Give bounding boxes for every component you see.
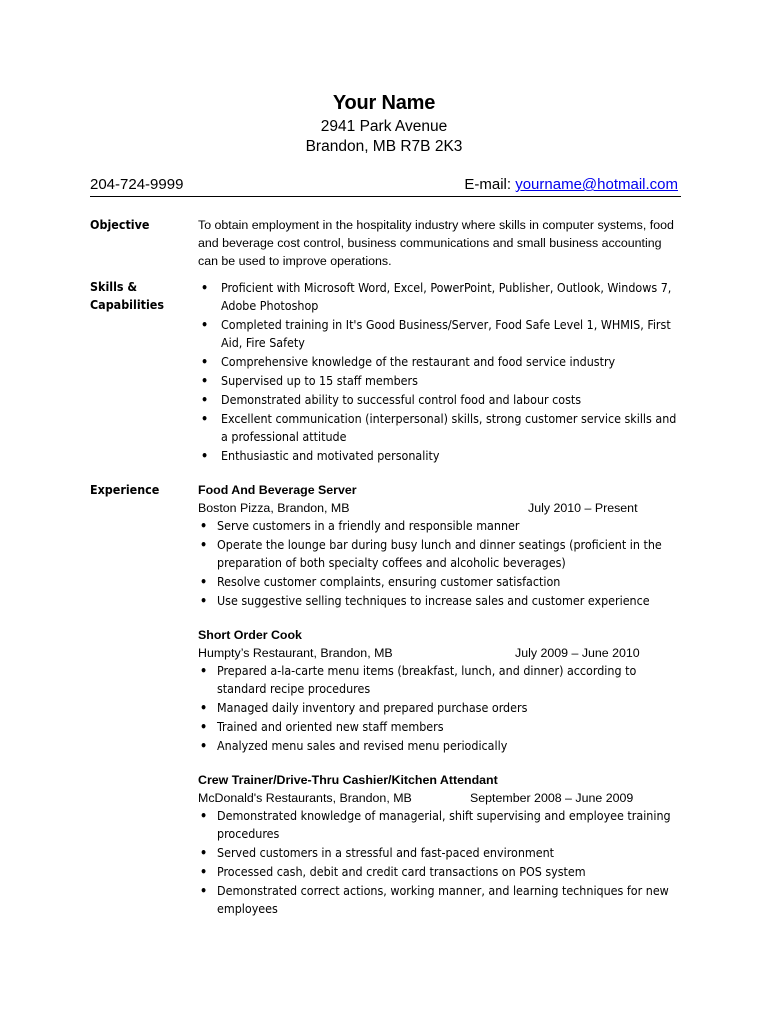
job-dates: July 2010 – Present <box>528 501 638 515</box>
job-employer-row <box>198 499 678 517</box>
experience-section <box>198 481 678 934</box>
email-label: E-mail: <box>464 176 516 193</box>
job-dates: July 2009 – June 2010 <box>515 646 640 660</box>
duty-text: Operate the lounge bar during busy lunch and dinner seatings (proficient in the preparation of both specialty coffees and alcoholic beverages) <box>217 537 662 570</box>
duty-text: Prepared a-la-carte menu items (breakfast, lunch, and dinner) according to standard recipe procedures <box>217 663 637 696</box>
phone-number: 204-724-9999 <box>90 176 184 193</box>
job-duties-list <box>198 517 678 610</box>
duty-text: Analyzed menu sales and revised menu periodically <box>217 738 508 753</box>
skill-text: Enthusiastic and motivated personality <box>221 448 440 463</box>
job-duties-list <box>198 662 678 755</box>
skill-item <box>198 447 678 465</box>
duty-text: Use suggestive selling techniques to increase sales and customer experience <box>217 593 650 608</box>
skill-text: Supervised up to 15 staff members <box>221 373 418 388</box>
job-employer: McDonald's Restaurants, Brandon, MB <box>198 791 412 805</box>
bullet-icon: • <box>200 518 208 533</box>
bullet-icon: • <box>200 845 208 860</box>
skills-label: Skills & Capabilities <box>90 279 164 312</box>
bullet-icon: • <box>200 864 208 879</box>
duty-item <box>198 737 678 755</box>
bullet-icon: • <box>201 411 209 426</box>
bullet-icon: • <box>200 574 208 589</box>
bullet-icon: • <box>200 663 208 678</box>
job-employer: Boston Pizza, Brandon, MB <box>198 501 350 515</box>
skill-text: Proficient with Microsoft Word, Excel, PowerPoint, Publisher, Outlook, Windows 7, Adobe Photoshop <box>221 280 672 313</box>
job-entry <box>198 626 678 755</box>
job-dates: September 2008 – June 2009 <box>470 791 634 805</box>
bullet-icon: • <box>200 593 208 608</box>
duty-item <box>198 573 678 591</box>
bullet-icon: • <box>201 392 209 407</box>
header-divider <box>90 196 681 197</box>
skill-item <box>198 279 678 315</box>
duty-item <box>198 517 678 535</box>
bullet-icon: • <box>200 700 208 715</box>
bullet-icon: • <box>201 280 209 295</box>
duty-item <box>198 844 678 862</box>
email-link[interactable]: yourname@hotmail.com <box>515 176 678 193</box>
job-employer-row <box>198 789 678 807</box>
job-entry <box>198 481 678 610</box>
bullet-icon: • <box>200 719 208 734</box>
duty-item <box>198 536 678 572</box>
skill-item <box>198 391 678 409</box>
duty-text: Resolve customer complaints, ensuring customer satisfaction <box>217 574 561 589</box>
bullet-icon: • <box>200 537 208 552</box>
bullet-icon: • <box>200 738 208 753</box>
duty-item <box>198 592 678 610</box>
bullet-icon: • <box>201 448 209 463</box>
skill-item <box>198 316 678 352</box>
duty-item <box>198 863 678 881</box>
duty-text: Demonstrated correct actions, working manner, and learning techniques for new employees <box>217 883 669 916</box>
experience-label: Experience <box>90 482 160 497</box>
duty-text: Processed cash, debit and credit card transactions on POS system <box>217 864 586 879</box>
objective-section <box>198 216 678 270</box>
bullet-icon: • <box>201 373 209 388</box>
duty-text: Demonstrated knowledge of managerial, shift supervising and employee training procedures <box>217 808 671 841</box>
objective-label: Objective <box>90 217 150 232</box>
duty-item <box>198 699 678 717</box>
skill-text: Excellent communication (interpersonal) skills, strong customer service skills and a professional attitude <box>221 411 677 444</box>
candidate-name: Your Name <box>332 92 436 114</box>
address-line-2: Brandon, MB R7B 2K3 <box>305 138 463 155</box>
duty-item <box>198 662 678 698</box>
job-entry <box>198 771 678 918</box>
duty-text: Trained and oriented new staff members <box>217 719 444 734</box>
skill-item <box>198 410 678 446</box>
skill-item <box>198 353 678 371</box>
duty-text: Served customers in a stressful and fast-paced environment <box>217 845 555 860</box>
skill-item <box>198 372 678 390</box>
job-title: Food And Beverage Server <box>198 483 357 497</box>
job-employer-row <box>198 644 678 662</box>
bullet-icon: • <box>201 354 209 369</box>
bullet-icon: • <box>201 317 209 332</box>
email-field <box>464 176 678 193</box>
duty-item <box>198 718 678 736</box>
duty-item <box>198 807 678 843</box>
bullet-icon: • <box>200 883 208 898</box>
duty-item <box>198 882 678 918</box>
duty-text: Serve customers in a friendly and responsible manner <box>217 518 520 533</box>
skills-section <box>198 279 678 466</box>
objective-text: To obtain employment in the hospitality industry where skills in computer systems, food and beverage cost control, business communications and small business accounting can be used to improve operations. <box>198 218 674 268</box>
address-line-1: 2941 Park Avenue <box>320 118 448 135</box>
skills-list <box>198 279 678 465</box>
job-employer: Humpty’s Restaurant, Brandon, MB <box>198 646 393 660</box>
skill-text: Completed training in It's Good Business/Server, Food Safe Level 1, WHMIS, First Aid, Fire Safety <box>221 317 671 350</box>
skill-text: Comprehensive knowledge of the restaurant and food service industry <box>221 354 616 369</box>
bullet-icon: • <box>200 808 208 823</box>
skill-text: Demonstrated ability to successful control food and labour costs <box>221 392 582 407</box>
duty-text: Managed daily inventory and prepared purchase orders <box>217 700 528 715</box>
job-title: Short Order Cook <box>198 628 302 642</box>
job-title: Crew Trainer/Drive-Thru Cashier/Kitchen Attendant <box>198 773 498 787</box>
job-duties-list <box>198 807 678 918</box>
